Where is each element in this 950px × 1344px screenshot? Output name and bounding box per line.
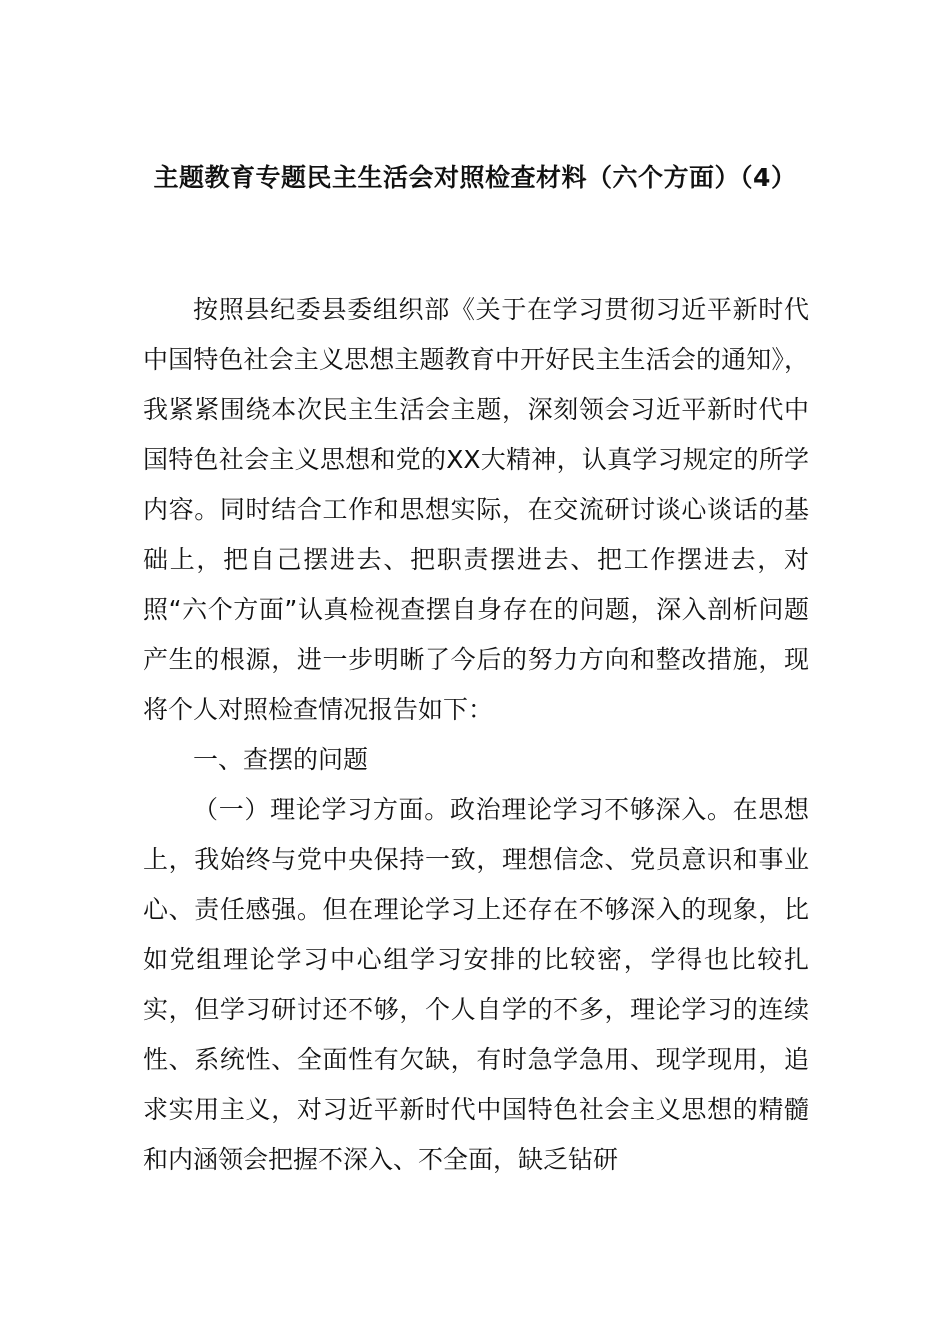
section-heading-problems: 一、查摆的问题 [193, 745, 369, 774]
paragraph-intro: 按照县纪委县委组织部《关于在学习贯彻习近平新时代中国特色社会主义思想主题教育中开好民主生活会的通知》，我紧紧围绕本次民主生活会主题，深刻领会习近平新时代中国特色社会主义思想和党的XX大精神，认真学习规定的所学内容。同时结合工作和思想实际，在交流研讨谈心谈话的基础上，把自己摆进去、把职责摆进去、把工作摆进去，对照“六个方面”认真检视查摆自身存在的问题，深入剖析问题产生的根源，进一步明晰了今后的努力方向和整改措施，现将个人对照检查情况报告如下： [143, 295, 809, 724]
paragraph-theory-study: （一）理论学习方面。政治理论学习不够深入。在思想上，我始终与党中央保持一致，理想信念、党员意识和事业心、责任感强。但在理论学习上还存在不够深入的现象，比如党组理论学习中心组学习安排的比较密，学得也比较扎实，但学习研讨还不够，个人自学的不多，理论学习的连续性、系统性、全面性有欠缺，有时急学急用、现学现用，追求实用主义，对习近平新时代中国特色社会主义思想的精髓和内涵领会把握不深入、不全面，缺乏钻研 [143, 795, 809, 1174]
document-body [143, 285, 809, 1185]
document-title: 主题教育专题民主生活会对照检查材料（六个方面）（4） [153, 163, 797, 192]
